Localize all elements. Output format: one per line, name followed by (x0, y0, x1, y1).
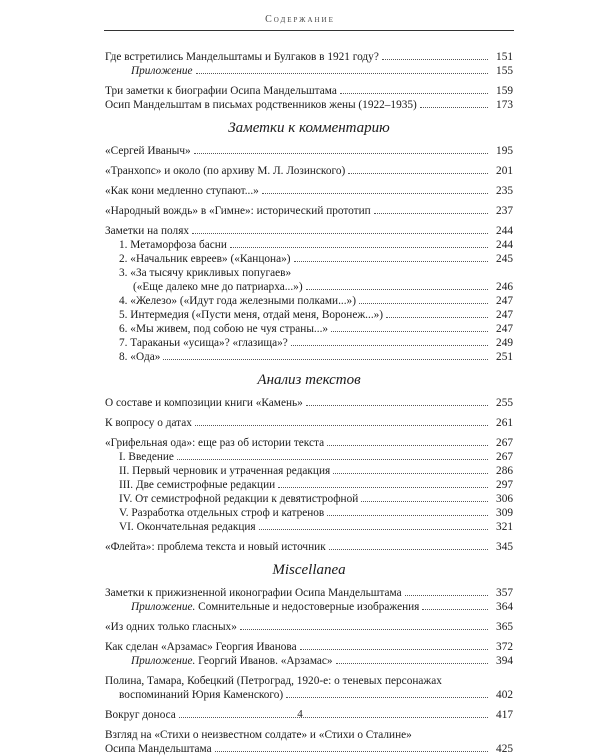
toc-page: 365 (496, 621, 513, 633)
leader-dots (359, 303, 488, 304)
toc-entry (105, 436, 513, 450)
toc-entry (105, 620, 513, 634)
toc-page: 306 (496, 493, 513, 505)
leader-dots (348, 173, 488, 174)
toc-title: Где встретились Мандельштамы и Булгаков в 1921 году? (105, 51, 379, 63)
leader-dots (333, 473, 488, 474)
toc-title: 8. «Ода» (119, 351, 161, 363)
toc-entry (105, 586, 513, 600)
toc-title: I. Введение (119, 451, 174, 463)
toc-subentry (105, 478, 513, 492)
toc-title: Заметки к прижизненной иконографии Осипа Мандельштама (105, 587, 402, 599)
toc-page: 247 (496, 323, 513, 335)
toc-page: 195 (496, 145, 513, 157)
toc-page: 261 (496, 417, 513, 429)
toc-subentry (105, 322, 513, 336)
toc-subentry (105, 252, 513, 266)
toc-subentry (105, 294, 513, 308)
toc-entry (105, 396, 513, 410)
leader-dots (331, 331, 488, 332)
toc-page: 417 (496, 709, 513, 721)
toc-entry (105, 728, 513, 756)
toc-page: 201 (496, 165, 513, 177)
toc-subentry (105, 450, 513, 464)
leader-dots (374, 213, 488, 214)
leader-dots (286, 697, 488, 698)
toc-title: («Еще далеко мне до патриарха...») (133, 281, 303, 293)
toc-title: «Грифельная ода»: еще раз об истории текста (105, 437, 325, 449)
toc-title: «Сергей Иваныч» (105, 145, 191, 157)
toc-page: 345 (496, 541, 513, 553)
toc-title: О составе и композиции книги «Камень» (105, 397, 303, 409)
toc-subentry (105, 238, 513, 252)
leader-dots (306, 289, 488, 290)
toc-title: V. Разработка отдельных строф и катренов (119, 507, 325, 519)
toc-page: 155 (496, 65, 513, 77)
leader-dots (336, 663, 488, 664)
toc-title (131, 654, 333, 668)
toc-subentry (105, 506, 513, 520)
toc-title-line: Взгляд на «Стихи о неизвестном солдате» и «Стихи о Сталине» (105, 729, 412, 741)
leader-dots (192, 233, 488, 234)
toc-title: 7. Тараканьи «усища»? «глазища»? (119, 337, 288, 349)
toc-page: 321 (496, 521, 513, 533)
toc-page: 425 (496, 743, 513, 755)
toc-entry (105, 416, 513, 430)
toc-page: 173 (496, 99, 513, 111)
toc-subentry (105, 266, 513, 294)
toc-title: VI. Окончательная редакция (119, 521, 256, 533)
toc-title: Три заметки к биографии Осипа Мандельштама (105, 85, 337, 97)
toc-title: «Народный вождь» в «Гимне»: исторический прототип (105, 205, 371, 217)
leader-dots (300, 649, 488, 650)
toc-subentry (105, 308, 513, 322)
toc-title: Заметки на полях (105, 225, 190, 237)
toc-title-line: 3. «За тысячу крикливых попугаев» (119, 267, 292, 279)
leader-dots (420, 107, 488, 108)
leader-dots (163, 359, 488, 360)
leader-dots (194, 153, 488, 154)
toc-title: К вопросу о датах (105, 417, 192, 429)
leader-dots (294, 261, 488, 262)
toc-entry (105, 674, 513, 702)
leader-dots (240, 629, 488, 630)
toc-page: 394 (496, 655, 513, 667)
section-heading: Анализ текстов (257, 372, 361, 388)
toc-page: 372 (496, 641, 513, 653)
toc-page: 237 (496, 205, 513, 217)
toc-title: 6. «Мы живем, под собою не чуя страны...» (119, 323, 329, 335)
toc-title: Осипа Мандельштама (105, 743, 212, 755)
toc-entry (105, 50, 513, 64)
toc-page: 297 (496, 479, 513, 491)
section-heading: Заметки к комментарию (228, 120, 390, 136)
toc-title: Осип Мандельштам в письмах родственников жены (1922–1935) (105, 99, 417, 111)
appendix-label: Приложение. (131, 655, 196, 667)
toc-page: 245 (496, 253, 513, 265)
appendix-label: Приложение. (131, 601, 196, 613)
leader-dots (340, 93, 488, 94)
header-rule (104, 30, 514, 31)
toc-entry (105, 640, 513, 654)
toc-page: 402 (496, 689, 513, 701)
toc-title: «Флейта»: проблема текста и новый источник (105, 541, 326, 553)
toc-entry (105, 144, 513, 158)
toc-subentry (105, 464, 513, 478)
toc-title: Вокруг доноса (105, 709, 176, 721)
toc-title: 5. Интермедия («Пусти меня, отдай меня, Воронеж...») (119, 309, 384, 321)
toc-title: «Как кони медленно ступают...» (105, 185, 259, 197)
toc-page: 246 (496, 281, 513, 293)
toc-page: 235 (496, 185, 513, 197)
running-head: Содержание (265, 14, 335, 25)
leader-dots (262, 193, 488, 194)
leader-dots (230, 247, 488, 248)
toc-title-continuation (119, 280, 513, 294)
leader-dots (278, 487, 488, 488)
toc-page: 151 (496, 51, 513, 63)
appendix-text: Сомнительные и недостоверные изображения (195, 601, 420, 613)
toc-title: «Из одних только гласных» (105, 621, 237, 633)
leader-dots (196, 73, 488, 74)
page-number: 4 (297, 708, 303, 720)
toc-title: IV. От семистрофной редакции к девятистрофной (119, 493, 359, 505)
toc-subentry (105, 600, 513, 614)
leader-dots (422, 609, 488, 610)
leader-dots (177, 459, 488, 460)
toc-title: 4. «Железо» («Идут года железными полками...») (119, 295, 356, 307)
leader-dots (195, 425, 488, 426)
toc-page: 309 (496, 507, 513, 519)
toc-title: III. Две семистрофные редакции (119, 479, 276, 491)
toc-entry (105, 98, 513, 112)
toc-title-continuation (105, 688, 513, 702)
toc-title: «Транхопс» и около (по архиву М. Л. Лозинского) (105, 165, 346, 177)
toc-subentry (105, 520, 513, 534)
toc-page: 286 (496, 465, 513, 477)
toc-entry (105, 84, 513, 98)
toc-subentry (105, 336, 513, 350)
leader-dots (382, 59, 488, 60)
leader-dots (361, 501, 488, 502)
toc-entry (105, 64, 513, 78)
toc-page: 247 (496, 309, 513, 321)
toc-entry (105, 224, 513, 238)
toc-title: 1. Метаморфоза басни (119, 239, 227, 251)
toc-subentry (105, 654, 513, 668)
leader-dots (306, 405, 488, 406)
toc-title: Как сделан «Арзамас» Георгия Иванова (105, 641, 297, 653)
toc-entry (105, 164, 513, 178)
leader-dots (291, 345, 488, 346)
toc-title (131, 600, 419, 614)
toc-title-continuation (105, 742, 513, 756)
toc-page: 255 (496, 397, 513, 409)
toc-title-line: Полина, Тамара, Кобецкий (Петроград, 1920-е: о теневых персонажах (105, 675, 442, 687)
toc-page: 159 (496, 85, 513, 97)
leader-dots (215, 751, 488, 752)
toc-subentry (105, 350, 513, 364)
toc-page: 251 (496, 351, 513, 363)
appendix-text: Георгий Иванов. «Арзамас» (195, 655, 333, 667)
leader-dots (259, 529, 488, 530)
toc-entry (105, 184, 513, 198)
toc-title: Приложение (131, 65, 193, 77)
toc-page: 244 (496, 239, 513, 251)
toc-entry (105, 204, 513, 218)
toc-page: 357 (496, 587, 513, 599)
toc-subentry (105, 492, 513, 506)
toc-title: 2. «Начальник евреев» («Канцона») (119, 253, 291, 265)
leader-dots (386, 317, 488, 318)
toc-page: 247 (496, 295, 513, 307)
toc-page: 249 (496, 337, 513, 349)
toc-page: 244 (496, 225, 513, 237)
leader-dots (327, 515, 488, 516)
leader-dots (329, 549, 488, 550)
toc-page: 364 (496, 601, 513, 613)
table-of-contents (105, 50, 513, 756)
leader-dots (327, 445, 488, 446)
leader-dots (405, 595, 488, 596)
section-heading: Miscellanea (272, 562, 346, 578)
toc-title: II. Первый черновик и утраченная редакция (119, 465, 331, 477)
toc-page: 267 (496, 451, 513, 463)
toc-title: воспоминаний Юрия Каменского) (119, 689, 284, 701)
toc-entry (105, 540, 513, 554)
toc-page: 267 (496, 437, 513, 449)
